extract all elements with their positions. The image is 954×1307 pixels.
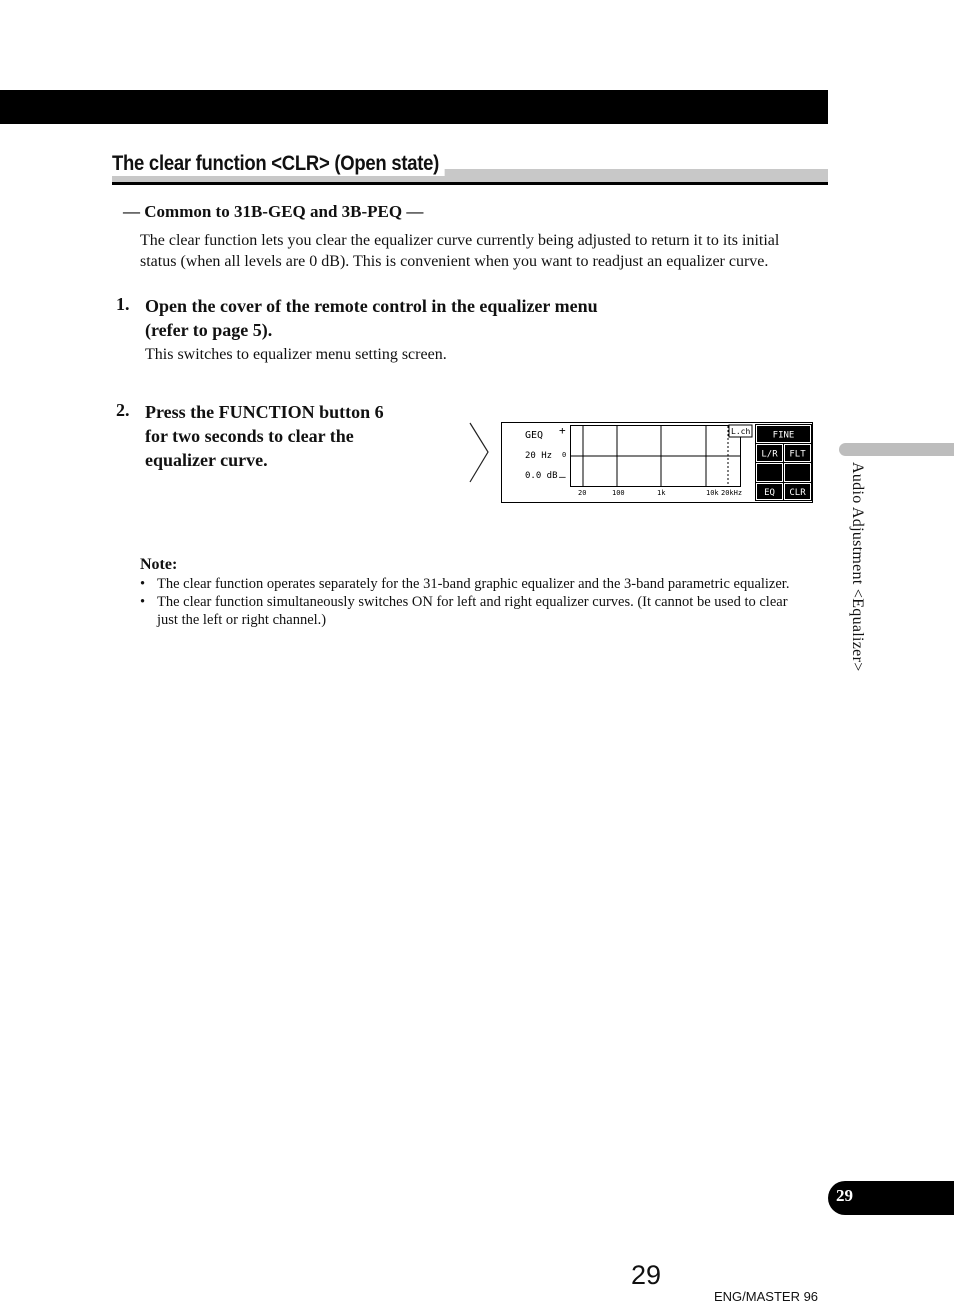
section-title: The clear function <CLR> (Open state) xyxy=(112,152,444,176)
note-text: The clear function simultaneously switches ON for left and right equalizer curves. (It cannot be used to clear just the left or right channel.) xyxy=(157,594,788,628)
top-header-bar xyxy=(0,90,828,124)
x-label-100: 100 xyxy=(612,489,625,497)
side-section-label: Audio Adjustment <Equalizer> xyxy=(849,462,866,672)
step-1-number: 1. xyxy=(116,294,130,314)
x-label-20khz: 20kHz xyxy=(721,489,743,497)
x-label-1k: 1k xyxy=(657,489,666,497)
x-label-20: 20 xyxy=(578,489,587,497)
step-1-text xyxy=(145,294,598,342)
x-label-10k: 10k xyxy=(706,489,719,497)
lr-button-label: L/R xyxy=(761,449,778,460)
page-tab-number: 29 xyxy=(836,1186,853,1205)
note-item xyxy=(140,593,800,629)
note-text: The clear function operates separately for the 31-band graphic equalizer and the 3-band parametric equalizer. xyxy=(157,576,790,592)
display-plus: + xyxy=(559,424,566,437)
step-2-line-3: equalizer curve. xyxy=(145,450,268,470)
display-zero: 0 xyxy=(562,451,567,459)
arrow-right-icon xyxy=(469,422,491,484)
step-1-line-2: (refer to page 5). xyxy=(145,320,273,340)
bullet-icon: • xyxy=(140,576,146,592)
notes-list xyxy=(140,575,800,629)
display-frequency: 20 Hz xyxy=(525,451,553,461)
footer-code: ENG/MASTER 96 xyxy=(714,1289,819,1304)
bullet-icon: • xyxy=(140,594,146,610)
fine-button-label: FINE xyxy=(772,430,795,441)
note-heading: Note: xyxy=(140,556,178,573)
intro-paragraph: The clear function lets you clear the equalizer curve currently being adjusted to return it to its initial status (when all levels are 0 dB). This is convenient when you want to readjust an equalizer curve. xyxy=(140,232,780,270)
step-2-line-1: Press the FUNCTION button 6 xyxy=(145,402,384,422)
display-mode: GEQ xyxy=(525,430,544,441)
channel-label: L.ch xyxy=(731,427,751,436)
display-minus: – xyxy=(559,470,566,483)
section-header xyxy=(112,152,828,186)
equalizer-display xyxy=(501,422,813,503)
page-number: 29 xyxy=(631,1260,662,1290)
step-2-number: 2. xyxy=(116,400,130,420)
step-1-result: This switches to equalizer menu setting screen. xyxy=(145,346,447,363)
eq-button-label: EQ xyxy=(764,488,775,498)
step-1-line-1: Open the cover of the remote control in the equalizer menu xyxy=(145,296,598,316)
note-item xyxy=(140,575,800,593)
clr-button-label: CLR xyxy=(789,488,806,498)
side-tab-marker xyxy=(839,443,954,456)
step-2-line-2: for two seconds to clear the xyxy=(145,426,354,446)
display-level: 0.0 dB xyxy=(525,471,558,481)
section-header-rule xyxy=(112,182,828,185)
flt-button-label: FLT xyxy=(789,449,806,460)
step-2-text xyxy=(145,400,384,472)
common-heading: — Common to 31B-GEQ and 3B-PEQ — xyxy=(123,202,424,221)
